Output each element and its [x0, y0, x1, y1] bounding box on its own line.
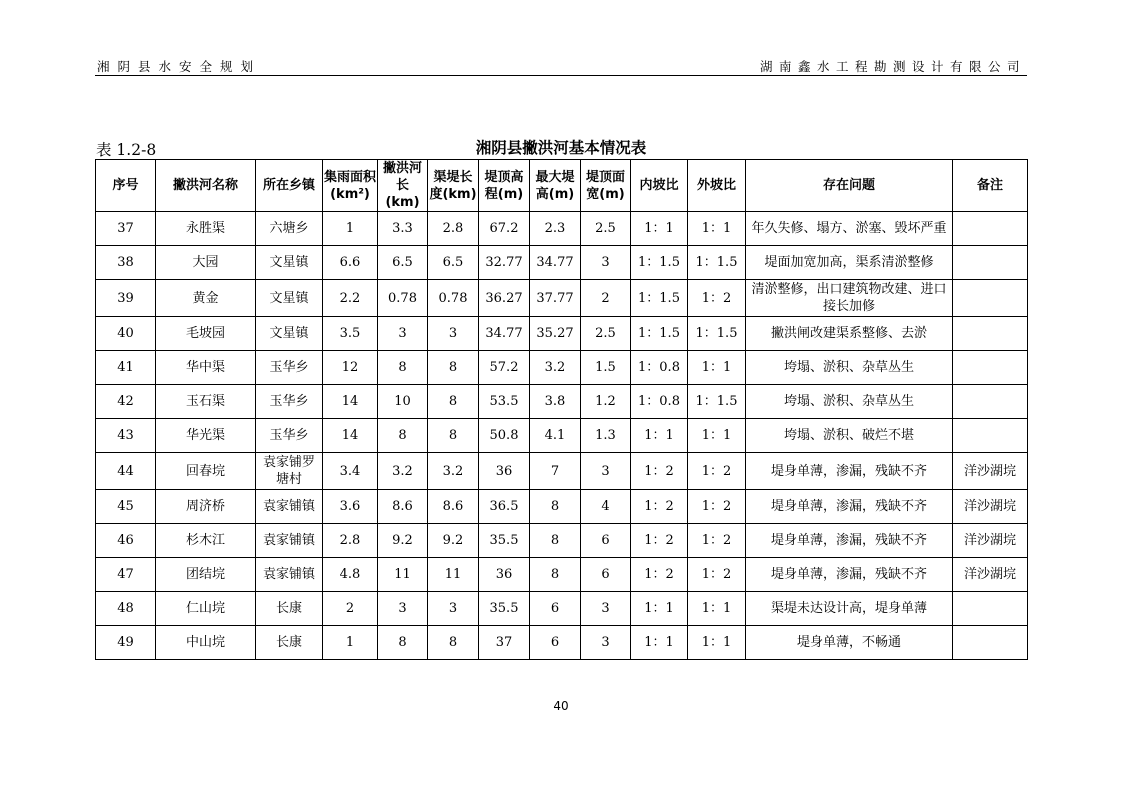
cell-crest-elevation: 35.5 — [479, 524, 530, 558]
table-row — [96, 453, 1028, 490]
cell-township: 玉华乡 — [256, 419, 323, 453]
cell-township: 文星镇 — [256, 246, 323, 280]
cell-remarks — [953, 246, 1028, 280]
cell-name: 团结垸 — [156, 558, 256, 592]
cell-name: 回春垸 — [156, 453, 256, 490]
cell-channel-length: 8.6 — [378, 490, 428, 524]
cell-channel-length: 9.2 — [378, 524, 428, 558]
table-row — [96, 385, 1028, 419]
cell-name: 毛坡园 — [156, 317, 256, 351]
cell-max-dike-height: 37.77 — [530, 280, 581, 317]
header-row — [96, 160, 1028, 212]
cell-crest-elevation: 35.5 — [479, 592, 530, 626]
cell-dike-length: 3.2 — [428, 453, 479, 490]
cell-crest-width: 1.2 — [581, 385, 631, 419]
cell-index: 43 — [96, 419, 156, 453]
cell-dike-length: 8.6 — [428, 490, 479, 524]
cell-max-dike-height: 8 — [530, 490, 581, 524]
cell-index: 37 — [96, 212, 156, 246]
cell-crest-elevation: 32.77 — [479, 246, 530, 280]
cell-name: 中山垸 — [156, 626, 256, 660]
cell-dike-length: 0.78 — [428, 280, 479, 317]
cell-crest-elevation: 36.27 — [479, 280, 530, 317]
cell-remarks — [953, 385, 1028, 419]
cell-township: 袁家铺罗塘村 — [256, 453, 323, 490]
cell-inner-slope: 1：0.8 — [631, 385, 688, 419]
cell-crest-elevation: 36 — [479, 558, 530, 592]
cell-outer-slope: 1：2 — [688, 524, 746, 558]
cell-catchment: 2 — [323, 592, 378, 626]
cell-channel-length: 11 — [378, 558, 428, 592]
table-row — [96, 592, 1028, 626]
cell-channel-length: 0.78 — [378, 280, 428, 317]
page-number: 40 — [553, 699, 569, 713]
cell-remarks: 洋沙湖垸 — [953, 490, 1028, 524]
cell-index: 46 — [96, 524, 156, 558]
cell-crest-width: 1.5 — [581, 351, 631, 385]
cell-catchment: 14 — [323, 419, 378, 453]
cell-channel-length: 8 — [378, 351, 428, 385]
cell-channel-length: 3.2 — [378, 453, 428, 490]
cell-remarks — [953, 351, 1028, 385]
column-header: 序号 — [96, 160, 156, 212]
cell-issues: 堤身单薄，渗漏，残缺不齐 — [746, 453, 953, 490]
column-header: 备注 — [953, 160, 1028, 212]
cell-crest-width: 2 — [581, 280, 631, 317]
cell-outer-slope: 1：2 — [688, 558, 746, 592]
cell-max-dike-height: 3.8 — [530, 385, 581, 419]
cell-inner-slope: 1：1 — [631, 592, 688, 626]
cell-inner-slope: 1：0.8 — [631, 351, 688, 385]
cell-name: 仁山垸 — [156, 592, 256, 626]
table-row — [96, 351, 1028, 385]
column-header: 所在乡镇 — [256, 160, 323, 212]
cell-max-dike-height: 3.2 — [530, 351, 581, 385]
cell-township: 长康 — [256, 626, 323, 660]
cell-index: 42 — [96, 385, 156, 419]
table-title: 湘阴县撇洪河基本情况表 — [475, 139, 647, 157]
table-row — [96, 558, 1028, 592]
cell-outer-slope: 1：1 — [688, 212, 746, 246]
cell-inner-slope: 1：1.5 — [631, 280, 688, 317]
cell-remarks — [953, 592, 1028, 626]
cell-township: 袁家铺镇 — [256, 524, 323, 558]
cell-issues: 渠堤未达设计高，堤身单薄 — [746, 592, 953, 626]
cell-inner-slope: 1：1.5 — [631, 317, 688, 351]
cell-issues: 堤身单薄，不畅通 — [746, 626, 953, 660]
cell-crest-elevation: 36 — [479, 453, 530, 490]
cell-channel-length: 6.5 — [378, 246, 428, 280]
table-row — [96, 246, 1028, 280]
cell-inner-slope: 1：1 — [631, 626, 688, 660]
cell-dike-length: 11 — [428, 558, 479, 592]
cell-remarks — [953, 419, 1028, 453]
cell-outer-slope: 1：1 — [688, 351, 746, 385]
cell-index: 48 — [96, 592, 156, 626]
table-row — [96, 212, 1028, 246]
cell-dike-length: 8 — [428, 351, 479, 385]
header-rule — [95, 75, 1027, 76]
cell-township: 袁家铺镇 — [256, 490, 323, 524]
cell-name: 黄金 — [156, 280, 256, 317]
cell-channel-length: 3.3 — [378, 212, 428, 246]
cell-channel-length: 3 — [378, 317, 428, 351]
cell-catchment: 4.8 — [323, 558, 378, 592]
cell-township: 文星镇 — [256, 317, 323, 351]
cell-name: 周济桥 — [156, 490, 256, 524]
cell-name: 杉木江 — [156, 524, 256, 558]
cell-remarks: 洋沙湖垸 — [953, 558, 1028, 592]
cell-issues: 清淤整修，出口建筑物改建、进口接长加修 — [746, 280, 953, 317]
cell-crest-width: 3 — [581, 246, 631, 280]
cell-inner-slope: 1：2 — [631, 490, 688, 524]
column-header: 渠堤长度(km) — [428, 160, 479, 212]
table-row — [96, 280, 1028, 317]
cell-crest-width: 6 — [581, 524, 631, 558]
cell-township: 袁家铺镇 — [256, 558, 323, 592]
running-header-right: 湖南鑫水工程勘测设计有限公司 — [759, 59, 1026, 74]
cell-index: 45 — [96, 490, 156, 524]
cell-dike-length: 3 — [428, 317, 479, 351]
cell-crest-width: 4 — [581, 490, 631, 524]
cell-township: 玉华乡 — [256, 351, 323, 385]
cell-outer-slope: 1：1.5 — [688, 246, 746, 280]
cell-crest-width: 3 — [581, 592, 631, 626]
cell-remarks: 洋沙湖垸 — [953, 453, 1028, 490]
cell-index: 44 — [96, 453, 156, 490]
cell-outer-slope: 1：1 — [688, 626, 746, 660]
column-header: 内坡比 — [631, 160, 688, 212]
cell-outer-slope: 1：1.5 — [688, 317, 746, 351]
cell-dike-length: 9.2 — [428, 524, 479, 558]
cell-catchment: 3.6 — [323, 490, 378, 524]
cell-dike-length: 2.8 — [428, 212, 479, 246]
cell-issues: 垮塌、淤积、杂草丛生 — [746, 351, 953, 385]
cell-max-dike-height: 7 — [530, 453, 581, 490]
cell-dike-length: 8 — [428, 419, 479, 453]
cell-issues: 堤身单薄，渗漏，残缺不齐 — [746, 558, 953, 592]
cell-issues: 年久失修、塌方、淤塞、毁坏严重 — [746, 212, 953, 246]
cell-inner-slope: 1：2 — [631, 453, 688, 490]
cell-max-dike-height: 8 — [530, 558, 581, 592]
flood-channel-table — [95, 159, 1028, 660]
cell-catchment: 14 — [323, 385, 378, 419]
cell-catchment: 2.2 — [323, 280, 378, 317]
column-header: 外坡比 — [688, 160, 746, 212]
cell-crest-elevation: 50.8 — [479, 419, 530, 453]
column-header: 堤顶高程(m) — [479, 160, 530, 212]
cell-crest-width: 2.5 — [581, 212, 631, 246]
cell-issues: 堤身单薄，渗漏，残缺不齐 — [746, 524, 953, 558]
cell-index: 49 — [96, 626, 156, 660]
table-number: 表 1.2-8 — [96, 141, 157, 159]
cell-remarks — [953, 280, 1028, 317]
cell-catchment: 1 — [323, 212, 378, 246]
cell-township: 玉华乡 — [256, 385, 323, 419]
cell-issues: 堤面加宽加高，渠系清淤整修 — [746, 246, 953, 280]
cell-crest-elevation: 53.5 — [479, 385, 530, 419]
cell-max-dike-height: 6 — [530, 592, 581, 626]
cell-remarks: 洋沙湖垸 — [953, 524, 1028, 558]
running-header-left: 湘阴县水安全规划 — [97, 59, 262, 74]
cell-outer-slope: 1：2 — [688, 453, 746, 490]
cell-inner-slope: 1：2 — [631, 524, 688, 558]
cell-inner-slope: 1：1 — [631, 212, 688, 246]
cell-index: 38 — [96, 246, 156, 280]
cell-issues: 垮塌、淤积、破烂不堪 — [746, 419, 953, 453]
cell-inner-slope: 1：1.5 — [631, 246, 688, 280]
cell-remarks — [953, 626, 1028, 660]
cell-crest-width: 6 — [581, 558, 631, 592]
cell-crest-width: 3 — [581, 453, 631, 490]
cell-dike-length: 3 — [428, 592, 479, 626]
cell-name: 华中渠 — [156, 351, 256, 385]
cell-crest-elevation: 57.2 — [479, 351, 530, 385]
column-header: 最大堤高(m) — [530, 160, 581, 212]
cell-township: 六塘乡 — [256, 212, 323, 246]
cell-dike-length: 8 — [428, 385, 479, 419]
column-header: 撇洪河名称 — [156, 160, 256, 212]
cell-crest-width: 2.5 — [581, 317, 631, 351]
cell-crest-width: 3 — [581, 626, 631, 660]
cell-catchment: 12 — [323, 351, 378, 385]
cell-remarks — [953, 212, 1028, 246]
column-header: 撇洪河长(km) — [378, 160, 428, 212]
cell-channel-length: 10 — [378, 385, 428, 419]
cell-catchment: 6.6 — [323, 246, 378, 280]
cell-crest-elevation: 36.5 — [479, 490, 530, 524]
table-row — [96, 419, 1028, 453]
table-row — [96, 626, 1028, 660]
cell-outer-slope: 1：1 — [688, 592, 746, 626]
cell-channel-length: 8 — [378, 626, 428, 660]
cell-remarks — [953, 317, 1028, 351]
cell-max-dike-height: 6 — [530, 626, 581, 660]
cell-index: 47 — [96, 558, 156, 592]
cell-max-dike-height: 35.27 — [530, 317, 581, 351]
cell-township: 长康 — [256, 592, 323, 626]
cell-max-dike-height: 2.3 — [530, 212, 581, 246]
cell-max-dike-height: 8 — [530, 524, 581, 558]
cell-dike-length: 8 — [428, 626, 479, 660]
cell-max-dike-height: 34.77 — [530, 246, 581, 280]
cell-outer-slope: 1：1 — [688, 419, 746, 453]
cell-max-dike-height: 4.1 — [530, 419, 581, 453]
cell-outer-slope: 1：1.5 — [688, 385, 746, 419]
column-header: 集雨面积(km²) — [323, 160, 378, 212]
cell-catchment: 3.4 — [323, 453, 378, 490]
cell-name: 玉石渠 — [156, 385, 256, 419]
cell-index: 41 — [96, 351, 156, 385]
cell-crest-width: 1.3 — [581, 419, 631, 453]
cell-name: 华光渠 — [156, 419, 256, 453]
cell-channel-length: 3 — [378, 592, 428, 626]
cell-index: 40 — [96, 317, 156, 351]
cell-township: 文星镇 — [256, 280, 323, 317]
cell-issues: 垮塌、淤积、杂草丛生 — [746, 385, 953, 419]
cell-catchment: 2.8 — [323, 524, 378, 558]
cell-outer-slope: 1：2 — [688, 280, 746, 317]
cell-issues: 撇洪闸改建渠系整修、去淤 — [746, 317, 953, 351]
cell-crest-elevation: 67.2 — [479, 212, 530, 246]
cell-inner-slope: 1：2 — [631, 558, 688, 592]
table-row — [96, 490, 1028, 524]
cell-catchment: 1 — [323, 626, 378, 660]
cell-crest-elevation: 34.77 — [479, 317, 530, 351]
table-row — [96, 317, 1028, 351]
table-row — [96, 524, 1028, 558]
cell-catchment: 3.5 — [323, 317, 378, 351]
cell-index: 39 — [96, 280, 156, 317]
column-header: 存在问题 — [746, 160, 953, 212]
cell-crest-elevation: 37 — [479, 626, 530, 660]
cell-dike-length: 6.5 — [428, 246, 479, 280]
cell-channel-length: 8 — [378, 419, 428, 453]
column-header: 堤顶面宽(m) — [581, 160, 631, 212]
cell-issues: 堤身单薄，渗漏，残缺不齐 — [746, 490, 953, 524]
cell-outer-slope: 1：2 — [688, 490, 746, 524]
cell-name: 大园 — [156, 246, 256, 280]
cell-name: 永胜渠 — [156, 212, 256, 246]
cell-inner-slope: 1：1 — [631, 419, 688, 453]
